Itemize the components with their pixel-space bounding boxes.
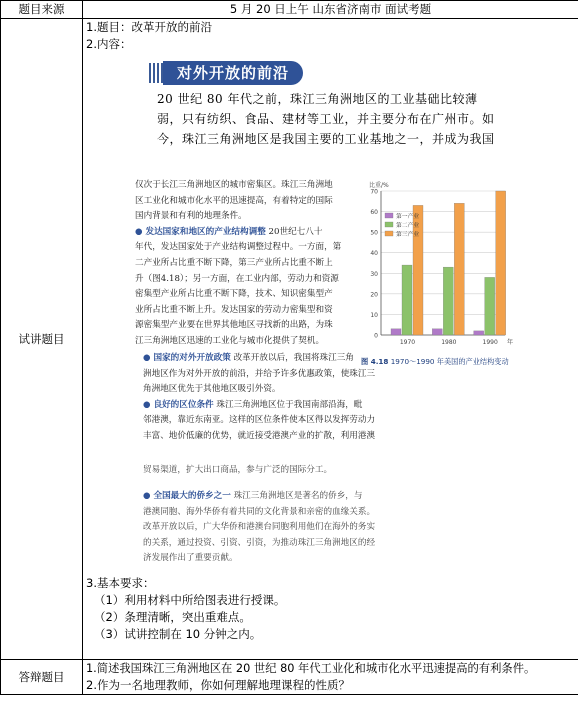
column-text [135, 178, 341, 350]
text-line: 区工业化和城市化水平的迅速提高，有着特定的国际 [135, 195, 333, 206]
y-tick-label: 70 [370, 188, 378, 196]
legend-label: 第三产业 [396, 232, 420, 238]
y-tick-label: 0 [374, 332, 378, 340]
bar [432, 329, 442, 335]
source-value: 5 月 20 日上午 山东省济南市 面试考题 [83, 1, 578, 19]
x-tick-label: 1970 [399, 339, 416, 346]
defense-question: 1.简述我国珠江三角洲地区在 20 世纪 80 年代工业化和城市化水平迅速提高的有利条件。 [86, 662, 536, 675]
lecture-label: 试讲题目 [1, 19, 83, 660]
bar [496, 191, 506, 335]
x-tick-label: 1980 [441, 339, 457, 346]
section-first-line [135, 225, 341, 241]
text-line: 年代，发达国家处于产业结构调整过程中。一方面，第 [135, 242, 342, 253]
banner-stripes [149, 63, 163, 83]
text-line: 升（图4.18）；另一方面，在工业内部，劳动力和资源 [135, 273, 339, 284]
text-line: 源密集型产业要在世界其他地区寻找新的出路，为珠 [135, 320, 333, 331]
text-line: 济发展作出了重要贡献。 [143, 553, 238, 564]
bar [443, 267, 453, 335]
text-span: 珠江三角洲地区位于我国南部沿海，毗 [213, 399, 363, 410]
text-line: 江三角洲地区迅速的工业化与城市化提供了契机。 [135, 335, 325, 346]
defense-question: 2.作为一名地理教师，你如何理解地理课程的性质？ [86, 678, 350, 692]
legend-swatch [385, 222, 393, 227]
defense-cell [83, 660, 578, 695]
x-tick-label: 1990 [482, 339, 498, 346]
y-tick-label: 50 [370, 229, 378, 237]
text-line: 邻港澳，靠近东南亚。这样的区位条件使本区得以发挥劳动力 [143, 415, 376, 426]
requirement-item: （2）条理清晰，突出重难点。 [94, 609, 251, 624]
caption-text: 1970～1990 年美国的产业结构变动 [388, 357, 509, 366]
defense-label: 答辩题目 [1, 660, 83, 695]
legend-swatch [385, 213, 393, 218]
caption-number: 图 4.18 [361, 357, 389, 366]
lecture-cell [83, 19, 578, 660]
tail-text [143, 463, 332, 479]
text-line: 洲地区作为对外开放的前沿，并给予许多优惠政策，使珠江三 [143, 368, 376, 379]
text-line: 丰富、地价低廉的优势，就近接受港澳产业的扩散，利用港澳 [143, 430, 376, 441]
text-line: 贸易渠道，扩大出口商品，参与广泛的国际分工。 [143, 465, 333, 475]
y-tick-label: 10 [370, 311, 378, 319]
overseas-section [143, 489, 578, 567]
industry-bar-chart [361, 179, 517, 349]
requirements-title: 3.基本要求： [86, 575, 155, 590]
y-tick-label: 60 [370, 209, 378, 217]
text-line: 业所占比重不断上升。发达国家的劳动力密集型和资 [135, 304, 333, 315]
textbook-excerpt [123, 55, 513, 487]
intro-paragraph [157, 89, 507, 149]
lecture-topic: 1.题目：改革开放的前沿 [86, 20, 212, 34]
y-tick-label: 30 [370, 270, 378, 278]
bar [474, 331, 484, 335]
text-span: 20世纪七八十 [265, 226, 323, 237]
legend-label: 第二产业 [396, 223, 420, 229]
header-row [1, 1, 578, 19]
text-line: 国内背景和有利的地理条件。 [135, 211, 247, 222]
section-first-line [143, 351, 375, 367]
y-tick-label: 40 [370, 250, 378, 258]
text-line: 的关系，通过投资、引资、引资，为推动珠江三角洲地区的经 [143, 537, 376, 548]
y-tick-label: 20 [370, 291, 378, 299]
text-line: 密集型产业所占比重不断下降，技术、知识密集型产 [135, 289, 333, 300]
content-label: 2.内容： [86, 37, 132, 51]
text-line: 角洲地区优先于其他地区吸引外资。 [143, 384, 281, 395]
bar [402, 265, 412, 335]
textbook-banner [149, 60, 309, 84]
intro-line: 今，珠江三角洲地区是我国主要的工业基地之一，并成为我国 [157, 132, 495, 146]
bar [454, 203, 464, 335]
section-heading: ● 全国最大的侨乡之一 [143, 491, 231, 501]
industry-chart [361, 179, 517, 349]
source-label: 题目来源 [1, 1, 83, 19]
bar [391, 329, 401, 335]
intro-line: 20 世纪 80 年代之前，珠江三角洲地区的工业基础比较薄 [157, 92, 478, 106]
x-axis-label: 年 [507, 339, 514, 346]
section-heading: ● 发达国家和地区的产业结构调整 [135, 226, 266, 237]
legend-label: 第一产业 [396, 214, 420, 220]
text-line: 二产业所占比重不断下降，第三产业所占比重不断上 [135, 257, 333, 268]
text-span: 改革开放以后，我国将珠江三角 [230, 353, 354, 363]
text-line: 仅次于长江三角洲地区的城市密集区。珠江三角洲地 [135, 180, 333, 190]
text-span: 珠江三角洲地区是著名的侨乡，与 [230, 491, 363, 501]
section-heading: ● 良好的区位条件 [143, 399, 214, 410]
text-line: 港澳同胞、海外华侨有着共同的文化背景和亲密的血缘关系。 [143, 506, 376, 517]
requirement-item: （3）试讲控制在 10 分钟之内。 [94, 626, 262, 641]
section-heading: ● 国家的对外开放政策 [143, 353, 231, 363]
wide-text [143, 351, 375, 445]
intro-line: 弱，只有纺织、食品、建材等工业，并主要分布在广州市。如 [157, 112, 495, 126]
text-line: 改革开放以后，广大华侨和港澳台同胞利用他们在海外的务实 [143, 522, 376, 533]
y-axis-label: 比重/% [369, 182, 389, 189]
defense-row [1, 660, 578, 695]
banner-title: 对外开放的前沿 [163, 61, 303, 85]
requirement-item: （1）利用材料中所给图表进行授课。 [94, 592, 286, 607]
lecture-row [1, 19, 578, 660]
bar [485, 277, 495, 335]
section-first-line [143, 398, 375, 414]
chart-caption [361, 357, 509, 367]
section-first-line [143, 489, 578, 505]
legend-swatch [385, 231, 393, 236]
